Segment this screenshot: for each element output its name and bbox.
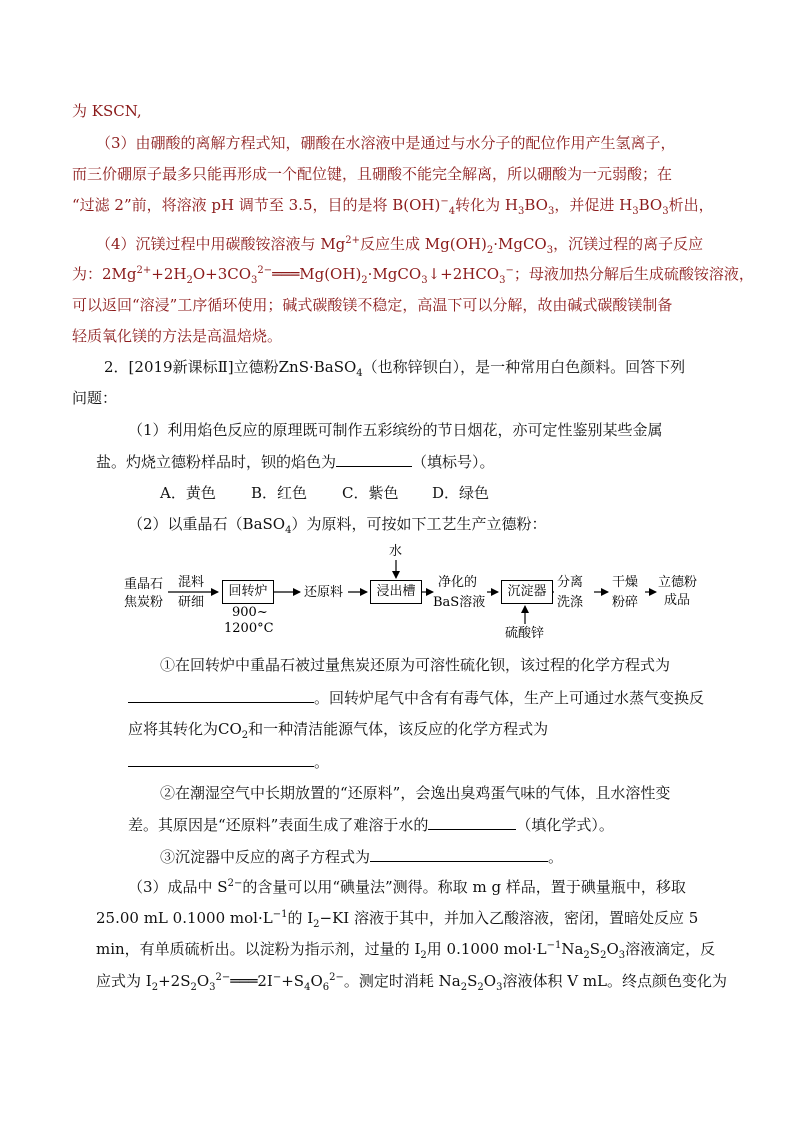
question-line: 应式为 $I_2+2S_2O_3^{2-}═══2I^-+S_4O_6^{2-}$。测定时消耗 $Na_2S_2O_3$溶液体积 V mL。终点颜色变化为	[96, 972, 728, 993]
question-line: 应将其转化为$CO_2$和一种清洁能源气体，该反应的化学方程式为	[128, 720, 549, 741]
answer-line: 可以返回“溶浸”工序循环使用；碱式碳酸镁不稳定，高温下可以分解，故由碱式碳酸镁制备	[72, 296, 673, 314]
flow-box-precip: 沉淀器	[501, 580, 553, 604]
answer-line: （3）由硼酸的离解方程式知，硼酸在水溶液中是通过与水分子的配位作用产生氢离子，	[96, 134, 676, 152]
option-d: D．绿色	[432, 484, 490, 502]
flow-clean-1: 净化的	[438, 575, 478, 590]
question-title: 2．[2019新课标Ⅱ]立德粉ZnS·BaSO$_4$（也称锌钡白），是一种常用白色颜料。回答下列	[104, 358, 686, 379]
answer-line: 为 KSCN,	[72, 102, 142, 120]
option-b: B．红色	[251, 484, 308, 502]
answer-line: 轻质氧化镁的方法是高温焙烧。	[72, 327, 283, 345]
question-line: ②在潮湿空气中长期放置的“还原料”，会逸出臭鸡蛋气味的气体，且水溶性变	[160, 784, 671, 802]
answer-blank[interactable]	[128, 686, 314, 703]
question-line: （2）以重晶石（BaSO$_4$）为原料，可按如下工艺生产立德粉：	[128, 515, 547, 536]
question-line: 25.00 mL 0.1000 $mol\cdot L^{-1}$的 $I_2-KI$ 溶液于其中，并加入乙酸溶液，密闭，置暗处反应 5	[96, 909, 699, 930]
question-line: 。	[128, 750, 329, 773]
option-c: C．紫色	[342, 484, 399, 502]
question-line: min，有单质硫析出。以淀粉为指示剂，过量的 $I_2$用 0.1000 $mol\cdot L^{-1}Na_2S_2O_3$溶液滴定，反	[96, 940, 716, 961]
question-line: （1）利用焰色反应的原理既可制作五彩缤纷的节日烟花，亦可定性鉴别某些金属	[128, 421, 663, 439]
question-line: 差。其原因是“还原料”表面生成了难溶于水的 （填化学式）。	[128, 813, 614, 836]
flow-temp-2: 1200°C	[224, 621, 274, 636]
answer-blank[interactable]	[370, 845, 548, 862]
flow-input-2: 焦炭粉	[124, 595, 164, 610]
answer-blank[interactable]	[428, 813, 516, 830]
flow-product-1: 立德粉	[658, 575, 698, 590]
question-line: （3）成品中 $S^{2-}$的含量可以用“碘量法”测得。称取 m g 样品，置于碘量瓶中，移取	[128, 878, 686, 896]
question-line: ①在回转炉中重晶石被过量焦炭还原为可溶性硫化钡，该过程的化学方程式为	[160, 656, 671, 674]
question-line: 盐。灼烧立德粉样品时，钡的焰色为 （填标号）。	[96, 450, 495, 473]
flow-product-2: 成品	[664, 593, 691, 608]
flow-step-mix: 混料	[178, 575, 205, 590]
flow-sep-1: 分离	[557, 575, 584, 590]
flow-dry-2: 粉碎	[612, 595, 639, 610]
question-line: 。回转炉尾气中含有有毒气体，生产上可通过水蒸气变换反	[128, 686, 704, 709]
answer-line: （4）沉镁过程中用碳酸铵溶液与 $Mg^{2+}$反应生成 $Mg(OH)_2\cdot MgCO_3$，沉镁过程的离子反应	[96, 235, 704, 256]
flow-water: 水	[389, 544, 403, 559]
answer-blank[interactable]	[128, 750, 314, 767]
question-line: 问题：	[72, 389, 118, 407]
flow-zinc: 硫酸锌	[505, 626, 545, 641]
question-line: ③沉淀器中反应的离子方程式为 。	[160, 845, 563, 868]
flow-step-grind: 研细	[178, 595, 205, 610]
flow-reduced: 还原料	[304, 585, 344, 600]
flow-temp-1: 900~	[232, 605, 268, 620]
answer-line: 而三价硼原子最多只能再形成一个配位键，且硼酸不能完全解离，所以硼酸为一元弱酸；在	[72, 165, 673, 183]
flow-dry-1: 干燥	[612, 575, 639, 590]
flow-clean-2: BaS溶液	[433, 595, 486, 610]
flow-input-1: 重晶石	[124, 577, 164, 592]
flow-box-tank: 浸出槽	[370, 580, 422, 604]
flow-box-kiln: 回转炉	[222, 580, 274, 604]
option-a: A．黄色	[160, 484, 216, 502]
answer-line: 为：$2Mg^{2+}+2H_2O+3CO_3^{2-}═══Mg(OH)_2\cdot MgCO_3↓+2HCO_3^-$；母液加热分解后生成硫酸铵溶液，	[72, 265, 754, 286]
flow-sep-2: 洗涤	[557, 595, 584, 610]
answer-line: “过滤 2”前，将溶液 pH 调节至 3.5，目的是将 $B(OH)^-_4$转化为 $H_3BO_3$，并促进 $H_3BO_3$析出，	[72, 196, 714, 217]
